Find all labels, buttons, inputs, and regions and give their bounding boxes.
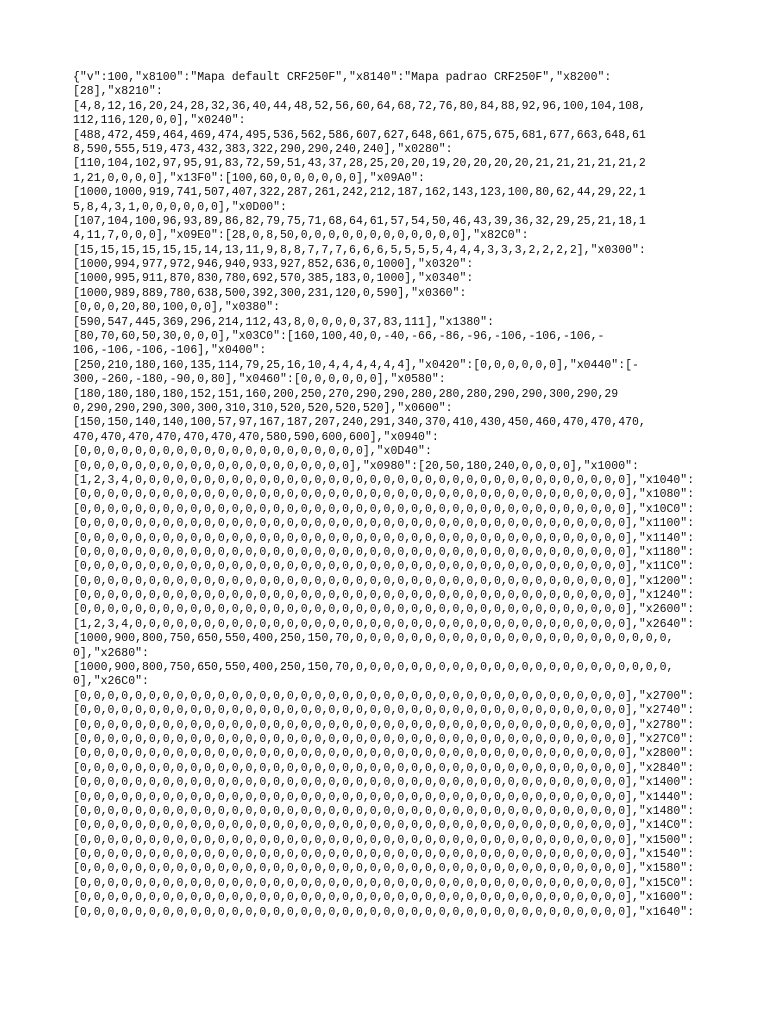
text-line: [0,0,0,0,0,0,0,0,0,0,0,0,0,0,0,0,0,0,0,0,0,0,0,0,0,0,0,0,0,0,0,0,0,0,0,0,0,0,0,0],"x1600":: [73, 891, 695, 905]
text-line: 8,590,555,519,473,432,383,322,290,290,240,240],"x0280":: [73, 142, 453, 156]
text-line: [1,2,3,4,0,0,0,0,0,0,0,0,0,0,0,0,0,0,0,0,0,0,0,0,0,0,0,0,0,0,0,0,0,0,0,0,0,0,0,0],"x2640":: [73, 617, 695, 631]
text-line: 4,11,7,0,0,0],"x09E0":[28,0,8,50,0,0,0,0,0,0,0,0,0,0,0,0],"x82C0":: [73, 229, 529, 243]
text-line: [0,0,0,0,0,0,0,0,0,0,0,0,0,0,0,0,0,0,0,0,0,0,0,0,0,0,0,0,0,0,0,0,0,0,0,0,0,0,0,0],"x1440":: [73, 790, 695, 804]
text-line: [1000,900,800,750,650,550,400,250,150,70,0,0,0,0,0,0,0,0,0,0,0,0,0,0,0,0,0,0,0,0,0,0,0,: [73, 632, 674, 646]
text-line: [80,70,60,50,30,0,0,0],"x03C0":[160,100,40,0,-40,-66,-86,-96,-106,-106,-106,-: [73, 330, 605, 344]
text-line: [1000,994,977,972,946,940,933,927,852,636,0,1000],"x0320":: [73, 258, 474, 272]
json-text-document: [73, 71, 703, 934]
text-line: [0,0,0,0,0,0,0,0,0,0,0,0,0,0,0,0,0,0,0,0,0,0,0,0,0,0,0,0,0,0,0,0,0,0,0,0,0,0,0,0],"x14C0":: [73, 819, 695, 833]
text-line: [73, 920, 703, 934]
text-line: [150,150,140,140,100,57,97,167,187,207,240,291,340,370,410,430,450,460,470,470,470,: [73, 416, 646, 430]
text-line: [0,0,0,0,0,0,0,0,0,0,0,0,0,0,0,0,0,0,0,0,0,0,0,0,0,0,0,0,0,0,0,0,0,0,0,0,0,0,0,0],"x11C0":: [73, 560, 695, 574]
text-line: [0,0,0,0,0,0,0,0,0,0,0,0,0,0,0,0,0,0,0,0,0,0,0,0,0,0,0,0,0,0,0,0,0,0,0,0,0,0,0,0],"x1640":: [73, 905, 695, 919]
text-line: [107,104,100,96,93,89,86,82,79,75,71,68,64,61,57,54,50,46,43,39,36,32,29,25,21,18,1: [73, 214, 646, 228]
text-line: [250,210,180,160,135,114,79,25,16,10,4,4,4,4,4,4],"x0420":[0,0,0,0,0,0],"x0440":[-: [73, 358, 639, 372]
text-line: [590,547,445,369,296,214,112,43,8,0,0,0,0,37,83,111],"x1380":: [73, 315, 494, 329]
text-line: [0,0,0,0,0,0,0,0,0,0,0,0,0,0,0,0,0,0,0,0,0],"x0D40":: [73, 445, 432, 459]
text-line: [4,8,12,16,20,24,28,32,36,40,44,48,52,56,60,64,68,72,76,80,84,88,92,96,100,104,108,: [73, 99, 646, 113]
text-line: [1000,900,800,750,650,550,400,250,150,70,0,0,0,0,0,0,0,0,0,0,0,0,0,0,0,0,0,0,0,0,0,0,0,: [73, 661, 674, 675]
text-line: 5,8,4,3,1,0,0,0,0,0,0],"x0D00":: [73, 200, 287, 214]
text-line: [0,0,0,0,0,0,0,0,0,0,0,0,0,0,0,0,0,0,0,0,0,0,0,0,0,0,0,0,0,0,0,0,0,0,0,0,0,0,0,0],"x1580":: [73, 862, 695, 876]
text-line: 300,-260,-180,-90,0,80],"x0460":[0,0,0,0,0,0],"x0580":: [73, 373, 446, 387]
text-line: 0],"x2680":: [73, 646, 149, 660]
text-line: [1000,995,911,870,830,780,692,570,385,183,0,1000],"x0340":: [73, 272, 474, 286]
text-line: [110,104,102,97,95,91,83,72,59,51,43,37,28,25,20,20,19,20,20,20,20,21,21,21,21,21,2: [73, 157, 646, 171]
text-line: [0,0,0,0,0,0,0,0,0,0,0,0,0,0,0,0,0,0,0,0,0,0,0,0,0,0,0,0,0,0,0,0,0,0,0,0,0,0,0,0],"x1500":: [73, 833, 695, 847]
text-line: [0,0,0,0,0,0,0,0,0,0,0,0,0,0,0,0,0,0,0,0,0,0,0,0,0,0,0,0,0,0,0,0,0,0,0,0,0,0,0,0],"x10C0":: [73, 502, 695, 516]
text-line: [0,0,0,0,0,0,0,0,0,0,0,0,0,0,0,0,0,0,0,0,0,0,0,0,0,0,0,0,0,0,0,0,0,0,0,0,0,0,0,0],"x1400":: [73, 776, 695, 790]
text-line: [0,0,0,20,80,100,0,0],"x0380":: [73, 301, 281, 315]
text-line: [0,0,0,0,0,0,0,0,0,0,0,0,0,0,0,0,0,0,0,0,0,0,0,0,0,0,0,0,0,0,0,0,0,0,0,0,0,0,0,0],"x2780":: [73, 718, 695, 732]
text-line: [0,0,0,0,0,0,0,0,0,0,0,0,0,0,0,0,0,0,0,0,0,0,0,0,0,0,0,0,0,0,0,0,0,0,0,0,0,0,0,0],"x1200":: [73, 574, 695, 588]
text-line: [15,15,15,15,15,15,14,13,11,9,8,8,7,7,7,6,6,6,5,5,5,5,4,4,4,3,3,3,2,2,2,2],"x0300":: [73, 243, 646, 257]
text-line: 112,116,120,0,0],"x0240":: [73, 114, 246, 128]
text-line: [1,2,3,4,0,0,0,0,0,0,0,0,0,0,0,0,0,0,0,0,0,0,0,0,0,0,0,0,0,0,0,0,0,0,0,0,0,0,0,0],"x1040":: [73, 473, 695, 487]
text-line: [0,0,0,0,0,0,0,0,0,0,0,0,0,0,0,0,0,0,0,0,0,0,0,0,0,0,0,0,0,0,0,0,0,0,0,0,0,0,0,0],"x15C0":: [73, 876, 695, 890]
text-line: [0,0,0,0,0,0,0,0,0,0,0,0,0,0,0,0,0,0,0,0,0,0,0,0,0,0,0,0,0,0,0,0,0,0,0,0,0,0,0,0],"x27C0":: [73, 732, 695, 746]
text-line: [0,0,0,0,0,0,0,0,0,0,0,0,0,0,0,0,0,0,0,0,0,0,0,0,0,0,0,0,0,0,0,0,0,0,0,0,0,0,0,0],"x2600":: [73, 603, 695, 617]
text-line: [0,0,0,0,0,0,0,0,0,0,0,0,0,0,0,0,0,0,0,0,0,0,0,0,0,0,0,0,0,0,0,0,0,0,0,0,0,0,0,0],"x1480":: [73, 804, 695, 818]
text-line: [0,0,0,0,0,0,0,0,0,0,0,0,0,0,0,0,0,0,0,0,0,0,0,0,0,0,0,0,0,0,0,0,0,0,0,0,0,0,0,0],"x2840":: [73, 761, 695, 775]
text-line: [0,0,0,0,0,0,0,0,0,0,0,0,0,0,0,0,0,0,0,0,0,0,0,0,0,0,0,0,0,0,0,0,0,0,0,0,0,0,0,0],"x1080":: [73, 488, 695, 502]
text-line: [1000,1000,919,741,507,407,322,287,261,242,212,187,162,143,123,100,80,62,44,29,22,1: [73, 186, 646, 200]
text-line: [0,0,0,0,0,0,0,0,0,0,0,0,0,0,0,0,0,0,0,0,0,0,0,0,0,0,0,0,0,0,0,0,0,0,0,0,0,0,0,0],"x2740":: [73, 704, 695, 718]
text-line: [0,0,0,0,0,0,0,0,0,0,0,0,0,0,0,0,0,0,0,0,0,0,0,0,0,0,0,0,0,0,0,0,0,0,0,0,0,0,0,0],"x2800":: [73, 747, 695, 761]
text-line: [1000,989,889,780,638,500,392,300,231,120,0,590],"x0360":: [73, 286, 467, 300]
text-line: 0,290,290,290,300,300,310,310,520,520,520,520],"x0600":: [73, 401, 453, 415]
text-line: [28],"x8210":: [73, 85, 163, 99]
text-line: 106,-106,-106,-106],"x0400":: [73, 344, 267, 358]
text-line: [0,0,0,0,0,0,0,0,0,0,0,0,0,0,0,0,0,0,0,0,0,0,0,0,0,0,0,0,0,0,0,0,0,0,0,0,0,0,0,0],"x1140":: [73, 531, 695, 545]
text-line: [488,472,459,464,469,474,495,536,562,586,607,627,648,661,675,675,681,677,663,648,61: [73, 128, 646, 142]
text-line: 0],"x26C0":: [73, 675, 149, 689]
text-line: [0,0,0,0,0,0,0,0,0,0,0,0,0,0,0,0,0,0,0,0],"x0980":[20,50,180,240,0,0,0,0],"x1000":: [73, 459, 639, 473]
text-line: {"v":100,"x8100":"Mapa default CRF250F","x8140":"Mapa padrao CRF250F","x8200":: [73, 71, 612, 84]
text-line: [0,0,0,0,0,0,0,0,0,0,0,0,0,0,0,0,0,0,0,0,0,0,0,0,0,0,0,0,0,0,0,0,0,0,0,0,0,0,0,0],"x1540":: [73, 848, 695, 862]
text-line: [180,180,180,180,152,151,160,200,250,270,290,290,280,280,280,290,290,300,290,29: [73, 387, 619, 401]
text-line: [0,0,0,0,0,0,0,0,0,0,0,0,0,0,0,0,0,0,0,0,0,0,0,0,0,0,0,0,0,0,0,0,0,0,0,0,0,0,0,0],"x1240":: [73, 589, 695, 603]
text-line: 470,470,470,470,470,470,470,580,590,600,600],"x0940":: [73, 430, 439, 444]
text-line: [0,0,0,0,0,0,0,0,0,0,0,0,0,0,0,0,0,0,0,0,0,0,0,0,0,0,0,0,0,0,0,0,0,0,0,0,0,0,0,0],"x1180":: [73, 545, 695, 559]
text-line: [0,0,0,0,0,0,0,0,0,0,0,0,0,0,0,0,0,0,0,0,0,0,0,0,0,0,0,0,0,0,0,0,0,0,0,0,0,0,0,0],"x1100":: [73, 517, 695, 531]
text-line: 1,21,0,0,0,0],"x13F0":[100,60,0,0,0,0,0,0],"x09A0":: [73, 171, 425, 185]
text-line: [0,0,0,0,0,0,0,0,0,0,0,0,0,0,0,0,0,0,0,0,0,0,0,0,0,0,0,0,0,0,0,0,0,0,0,0,0,0,0,0],"x2700":: [73, 689, 695, 703]
